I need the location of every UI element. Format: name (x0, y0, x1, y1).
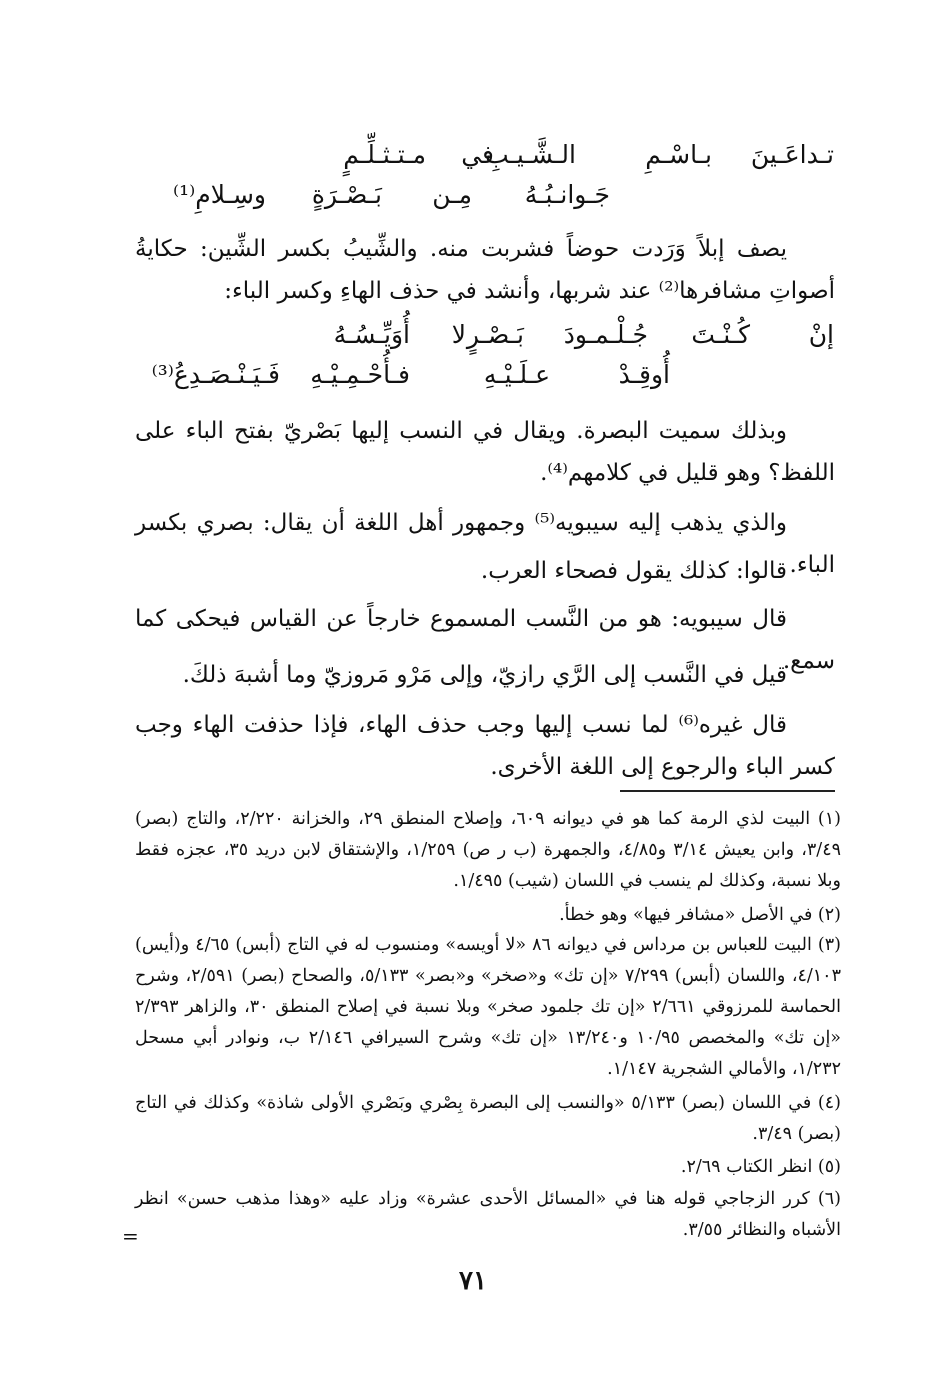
verse-word: تـداعَـينَ (750, 140, 834, 169)
verse-word: أُوَيِّـسُـهُ (333, 320, 410, 349)
verse2-line1 (0, 320, 946, 356)
footnote-separator (620, 790, 835, 792)
continuation-mark: = (122, 1224, 139, 1248)
verse-word: في (461, 140, 494, 169)
verse-word: أُوقِـدْ (618, 360, 670, 389)
paragraph-4: قالوا: كذلك يقول فصحاء العرب. (480, 558, 787, 584)
verse-word: عـلَـيْـهِ (483, 360, 550, 389)
paragraph-6: قيل في النَّسب إلى الرَّي رازيّ، وإلى مَرْو مَروزيّ وما أشبهَ ذلكَ. (182, 662, 787, 688)
verse1-line1 (0, 140, 946, 176)
paragraph-5: قال سيبويه: هو من النَّسب المسموع خارجاً عن القياس فيحكى كما سمع. (135, 606, 835, 674)
paragraph-2: وبذلك سميت البصرة. ويقال في النسب إليها بَصْريّ بفتح الباء على اللفظ؟ وهو قليل في كلامهم⁽⁴⁾. (135, 418, 835, 486)
footnote-5: (٥) انظر الكتاب ٢/٦٩. (680, 1157, 841, 1177)
verse-word: جُـلْـمـودَ (563, 320, 648, 349)
verse-word: مـتـثـلِّـمٍ (343, 140, 426, 169)
verse-word: إنْ (808, 320, 834, 349)
verse1-line2 (0, 180, 946, 216)
verse-word: كُـنْـتَ (691, 320, 750, 349)
verse-word: الـشَّـيـبِ (485, 140, 576, 169)
paragraph-7: قال غيره⁽⁶⁾ لما نسب إليها وجب حذف الهاء، فإذا حذفت الهاء وجب كسر الباء والرجوع إلى اللغة الأخرى. (135, 712, 835, 780)
page-number: ٧١ (459, 1266, 487, 1296)
footnote-6: (٦) كرر الزجاجي قوله هنا في «المسائل الأحدى عشرة» وزاد عليه «وهذا مذهب حسن» انظر الأشباه والنظائر ٣/٥٥. (135, 1189, 841, 1240)
verse2-line2 (0, 360, 946, 396)
verse-word: بَـصْـرَةٍ (311, 180, 382, 209)
verse-word: مِـن (432, 180, 472, 209)
verse-word: فـأُحْـمِـيْـهِ (310, 360, 410, 389)
verse-word: بَـصْـرٍ (466, 320, 524, 349)
footnote-3: (٣) البيت للعباس بن مرداس في ديوانه ٨٦ «لا أويسه» ومنسوب له في التاج (أبس) ٤/٦٥ و(أيس) ٤/١٠٣، واللسان (أبس) ٧/٢٩٩ «إن تك» و«صخر» و«بصر» ٥/١٣٣، والصحاح (بصر) ٢/٥٩١، وشرح الحماسة للمرزوقي ٢/٦٦١ «إن تك جلمود صخر» وبلا نسبة في إصلاح المنطق ٣٠، والزاهر ٢/٣٩٣ «إن تك» والمخصص ١٠/٩٥ و١٣/٢٤٠ «إن تك» وشرح السيرافي ٢/١٤٦ ب، ونوادر أبي مسحل ١/٢٣٢، والأمالي الشجرية ١/١٤٧. (135, 935, 842, 1079)
verse-word: وسِـلامِ⁽¹⁾ (172, 180, 266, 209)
footnote-1: (١) البيت لذي الرمة كما هو في ديوانه ٦٠٩، وإصلاح المنطق ٢٩، والخزانة ٢/٢٢٠، والتاج (بصر) ٣/٤٩، وابن يعيش ٣/١٤ و٤/٨٥، والجمهرة (ب ر ص) ١/٢٥٩، والإشتقاق لابن دريد ٣٥، عجزه فقط وبلا نسبة، وكذلك لم ينسب في اللسان (شيب) ١/٤٩٥. (135, 809, 842, 891)
verse-word: فَـيَـنْـصَـدِعُ⁽³⁾ (151, 360, 280, 389)
verse-word: جَـوانـبُـهُ (524, 180, 610, 209)
verse-word: لا (451, 320, 466, 349)
verse-word: بـاسْـمِ (645, 140, 712, 169)
footnote-4: (٤) في اللسان (بصر) ٥/١٣٣ «والنسب إلى البصرة بِصْري وبَصْري الأولى شاذة» وكذلك في التاج (بصر) ٣/٤٩. (135, 1093, 841, 1144)
paragraph-3: والذي يذهب إليه سيبويه⁽⁵⁾ وجمهور أهل اللغة أن يقال: بصري بكسر الباء. (135, 510, 835, 578)
footnote-2: (٢) في الأصل «مشافر فيها» وهو خطأ. (559, 905, 841, 925)
paragraph-1: يصف إبلاً وَرَدت حوضاً فشربت منه. والشِّيبُ بكسر الشِّين: حكايةُ أصواتِ مشافرها⁽²⁾ عند شربها، وأنشد في حذف الهاءِ وكسر الباء: (135, 236, 835, 304)
